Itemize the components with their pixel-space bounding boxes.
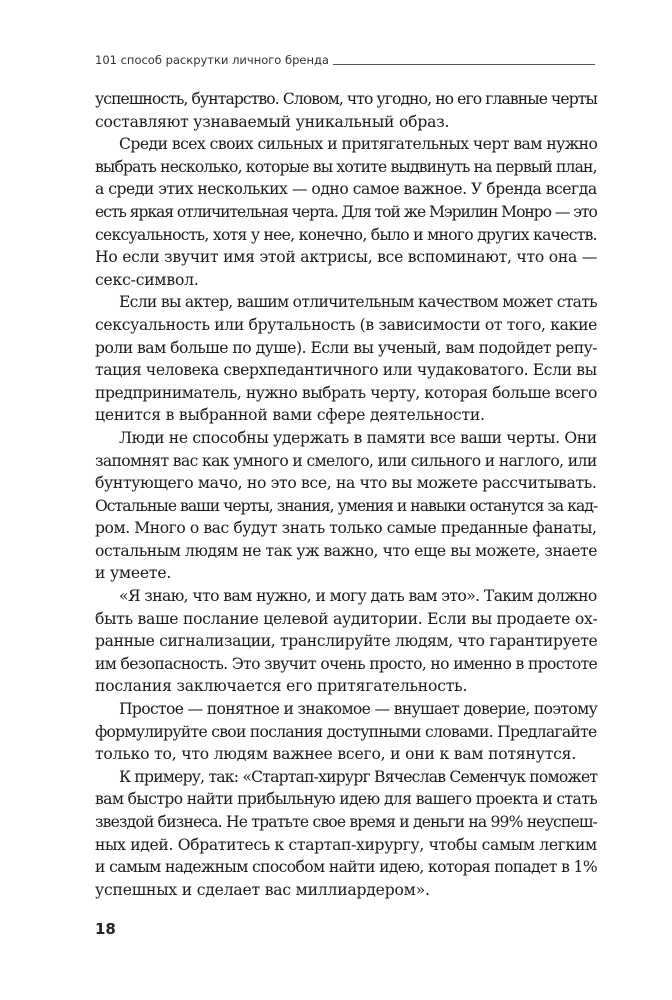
text-line: ром. Много о вас будут знать только самые преданные фанаты, [95,519,597,538]
text-line: звездой бизнеса. Не тратьте свое время и деньги на 99% неуспеш- [95,813,597,831]
text-line: и умеете. [95,564,172,583]
text-line: им безопасность. Это звучит очень просто, но именно в простоте [95,654,598,673]
text-line: сексуальность, хотя у нее, конечно, было и много других качеств. [95,225,597,244]
text-line: ценится в выбранной вами сфере деятельности. [95,406,485,425]
text-line: успешность, бунтарство. Словом, что угодно, но его главные черты [95,90,598,108]
text-line: есть яркая отличительная черта. Для той же Мэрилин Монро — это [95,202,597,221]
text-line: бунтующего мачо, но это все, на что вы можете рассчитывать. [95,474,597,493]
text-line: выбрать несколько, которые вы хотите выдвинуть на первый план, [95,157,597,176]
text-line: успешных и сделает вас миллиардером». [95,880,430,899]
text-line: предприниматель, нужно выбрать черту, которая больше всего [95,383,597,402]
text-line: тация человека сверхпедантичного или чудаковатого. Если вы [95,361,597,380]
text-line: сексуальность или брутальность (в зависимости от того, какие [95,315,598,334]
page-number: 18 [95,920,116,938]
text-line: формулируйте свои послания доступными словами. Предлагайте [95,722,597,741]
text-line: секс-символ. [95,270,199,289]
text-line: остальным людям не так уж важно, что еще вы можете, знаете [95,541,598,560]
text-line: Если вы актер, вашим отличительным качеством может стать [119,293,597,312]
text-line: К примеру, так: «Стартап-хирург Вячеслав Семенчук поможет [119,767,598,786]
text-line: роли вам больше по душе). Если вы ученый, вам подойдет репу- [95,338,598,357]
text-line: ранные сигнализации, транслируйте людям, что гарантируете [95,632,598,651]
text-line: Но если звучит имя этой актрисы, все вспоминают, что она — [95,248,598,267]
text-line: «Я знаю, что вам нужно, и могу дать вам это». Таким должно [119,587,597,606]
text-line: только то, что людям важнее всего, и они к вам потянутся. [95,745,577,764]
text-line: ных идей. Обратитесь к стартап-хирургу, чтобы самым легким [95,835,597,854]
running-header [95,53,595,67]
text-line: быть ваше послание целевой аудитории. Если вы продаете ох- [95,609,598,628]
text-line: Остальные ваши черты, знания, умения и навыки останутся за кад- [95,496,598,515]
text-line: Люди не способны удержать в памяти все ваши черты. Они [119,428,597,447]
text-line: Среди всех своих сильных и притягательных черт вам нужно [119,135,598,154]
text-line: запомнят вас как умного и смелого, или сильного и наглого, или [95,451,597,470]
text-line: а среди этих нескольких — одно самое важное. У бренда всегда [95,180,597,199]
text-line: Простое — понятное и знакомое — внушает доверие, поэтому [119,700,598,719]
body-text [95,88,597,901]
text-line: и самым надежным способом найти идею, которая попадет в 1% [95,858,598,877]
book-title: 101 способ раскрутки личного бренда [95,53,329,67]
text-line: послания заключается его притягательность. [95,677,468,696]
header-rule [333,64,595,65]
text-line: составляют узнаваемый уникальный образ. [95,112,450,131]
text-line: вам быстро найти прибыльную идею для вашего проекта и стать [95,790,598,809]
